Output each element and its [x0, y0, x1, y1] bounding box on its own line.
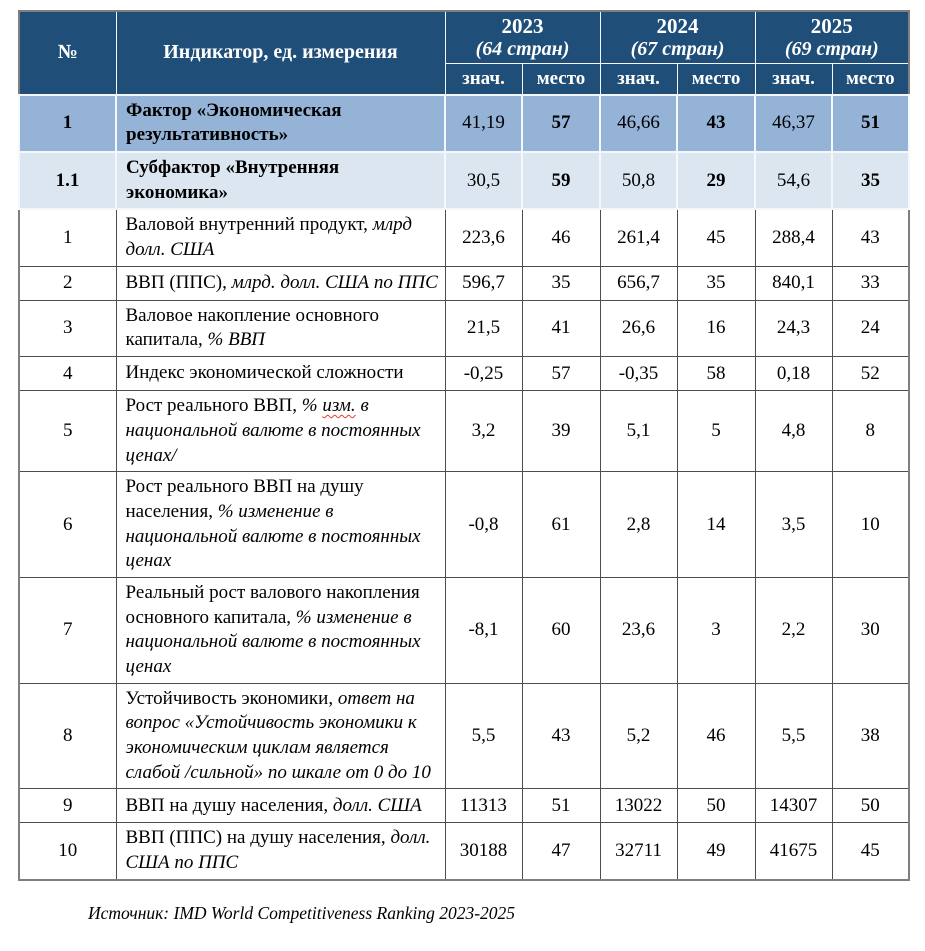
- indicator-label-text: Субфактор «Внутренняя экономика»: [126, 157, 340, 203]
- rank-cell-2024: 35: [677, 266, 755, 300]
- value-cell-2023: 223,6: [445, 209, 522, 266]
- table-row-subfactor: [19, 152, 909, 209]
- indicator-unit-text: млрд. долл. США по ППС: [231, 271, 438, 293]
- value-cell-2023: 596,7: [445, 266, 522, 300]
- value-cell-2023: 41,19: [445, 95, 522, 152]
- table-header: [19, 11, 909, 95]
- value-cell-2024: 23,6: [600, 577, 677, 683]
- table-row-indicator-1: [19, 209, 909, 266]
- year-label: 2023: [501, 14, 544, 38]
- indicator-label-text: Фактор «Экономическая результативность»: [126, 99, 342, 146]
- subheader-value-2025: знач.: [755, 64, 832, 95]
- rank-cell-2023: 57: [522, 95, 600, 152]
- value-cell-2023: 30188: [445, 823, 522, 880]
- rank-cell-2025: 35: [832, 152, 909, 209]
- column-header-year-2025: [755, 11, 909, 64]
- rank-cell-2023: 41: [522, 300, 600, 356]
- indicator-label-cell: [116, 357, 445, 391]
- table-row-indicator-2: [19, 266, 909, 300]
- value-cell-2025: 46,37: [755, 95, 832, 152]
- row-number-cell: 9: [19, 789, 116, 823]
- value-cell-2024: 26,6: [600, 300, 677, 356]
- table-row-indicator-5: [19, 391, 909, 472]
- indicator-unit-text: % изменение в национальной валюте в постоянных ценах: [125, 500, 421, 572]
- table-row-indicator-3: [19, 300, 909, 356]
- row-number-cell: 8: [19, 683, 116, 789]
- rank-cell-2025: 8: [832, 391, 909, 472]
- subheader-rank-2025: место: [832, 64, 909, 95]
- indicator-label-cell: [116, 577, 445, 683]
- value-cell-2025: 288,4: [755, 209, 832, 266]
- rank-cell-2024: 29: [677, 152, 755, 209]
- rank-cell-2025: 24: [832, 300, 909, 356]
- rank-cell-2023: 35: [522, 266, 600, 300]
- indicator-label-text: Рост реального ВВП на душу населения,: [125, 476, 364, 522]
- rank-cell-2024: 50: [677, 789, 755, 823]
- value-cell-2025: 0,18: [755, 357, 832, 391]
- indicator-label-text: Устойчивость экономики,: [125, 687, 338, 709]
- value-cell-2024: 5,1: [600, 391, 677, 472]
- value-cell-2023: -8,1: [445, 577, 522, 683]
- rank-cell-2025: 52: [832, 357, 909, 391]
- rank-cell-2023: 60: [522, 577, 600, 683]
- value-cell-2023: 5,5: [445, 683, 522, 789]
- value-cell-2025: 54,6: [755, 152, 832, 209]
- indicator-unit-text: %: [301, 395, 323, 417]
- indicator-label-text: Индекс экономической сложности: [125, 362, 404, 384]
- year-label: 2024: [656, 14, 699, 38]
- indicator-label-text: ВВП на душу населения,: [125, 794, 333, 816]
- countries-label: (64 стран): [475, 38, 570, 61]
- row-number-cell: 3: [19, 300, 116, 356]
- table-row-indicator-6: [19, 472, 909, 578]
- subheader-rank-2023: место: [522, 64, 600, 95]
- value-cell-2023: -0,25: [445, 357, 522, 391]
- rank-cell-2023: 39: [522, 391, 600, 472]
- indicator-unit-text: ответ на вопрос «Устойчивость экономики к экономическим циклам является слабой /сильной» по шкале от 0 до 10: [125, 687, 431, 783]
- value-cell-2023: 11313: [445, 789, 522, 823]
- rank-cell-2024: 49: [677, 823, 755, 880]
- indicator-label-text: Рост реального ВВП,: [125, 395, 302, 417]
- countries-label: (69 стран): [784, 38, 879, 61]
- indicator-unit-text: долл. США: [332, 794, 422, 816]
- rank-cell-2024: 45: [677, 209, 755, 266]
- rank-cell-2025: 30: [832, 577, 909, 683]
- row-number-cell: 1: [19, 95, 116, 152]
- year-label: 2025: [810, 14, 853, 38]
- value-cell-2023: 30,5: [445, 152, 522, 209]
- rank-cell-2024: 58: [677, 357, 755, 391]
- value-cell-2024: 50,8: [600, 152, 677, 209]
- value-cell-2025: 2,2: [755, 577, 832, 683]
- indicator-unit-text: млрд долл. США: [125, 214, 412, 261]
- value-cell-2025: 840,1: [755, 266, 832, 300]
- column-header-year-2023: [445, 11, 600, 64]
- indicator-label-cell: [116, 823, 445, 880]
- indicator-label-cell: [116, 300, 445, 356]
- rank-cell-2023: 47: [522, 823, 600, 880]
- rank-cell-2025: 38: [832, 683, 909, 789]
- row-number-cell: 7: [19, 577, 116, 683]
- row-number-cell: 1.1: [19, 152, 116, 209]
- rank-cell-2023: 59: [522, 152, 600, 209]
- value-cell-2024: 13022: [600, 789, 677, 823]
- row-number-cell: 1: [19, 209, 116, 266]
- table-row-indicator-8: [19, 683, 909, 789]
- indicator-label-text: Валовое накопление основного капитала,: [125, 304, 380, 351]
- value-cell-2024: -0,35: [600, 357, 677, 391]
- column-header-indicator: Индикатор, ед. измерения: [116, 11, 445, 95]
- row-number-cell: 10: [19, 823, 116, 880]
- rank-cell-2025: 50: [832, 789, 909, 823]
- indicator-label-text: Валовой внутренний продукт,: [125, 214, 373, 236]
- row-number-cell: 5: [19, 391, 116, 472]
- rank-cell-2023: 46: [522, 209, 600, 266]
- source-note: Источник: IMD World Competitiveness Ranking 2023-2025: [88, 902, 516, 923]
- rank-cell-2024: 14: [677, 472, 755, 578]
- row-number-cell: 2: [19, 266, 116, 300]
- indicator-label-text: ВВП (ППС) на душу населения,: [125, 827, 391, 849]
- value-cell-2024: 46,66: [600, 95, 677, 152]
- indicator-label-cell: [116, 789, 445, 823]
- indicator-label-text: ВВП (ППС),: [125, 271, 232, 293]
- competitiveness-table: [18, 10, 910, 881]
- indicator-label-cell: [116, 683, 445, 789]
- indicator-unit-text: % изменение в национальной валюте в постоянных ценах: [125, 606, 421, 678]
- rank-cell-2024: 16: [677, 300, 755, 356]
- indicator-label-cell: [116, 266, 445, 300]
- spellchecked-word: изм.: [322, 395, 356, 417]
- value-cell-2023: 3,2: [445, 391, 522, 472]
- indicator-label-cell: [116, 391, 445, 472]
- table-row-indicator-9: [19, 789, 909, 823]
- rank-cell-2025: 43: [832, 209, 909, 266]
- rank-cell-2025: 33: [832, 266, 909, 300]
- indicator-label-cell: [116, 95, 445, 152]
- indicator-unit-text: долл. США по ППС: [125, 827, 431, 874]
- row-number-cell: 6: [19, 472, 116, 578]
- table-row-indicator-10: [19, 823, 909, 880]
- value-cell-2025: 4,8: [755, 391, 832, 472]
- value-cell-2025: 41675: [755, 823, 832, 880]
- row-number-cell: 4: [19, 357, 116, 391]
- column-header-year-2024: [600, 11, 755, 64]
- value-cell-2025: 14307: [755, 789, 832, 823]
- value-cell-2024: 32711: [600, 823, 677, 880]
- value-cell-2024: 261,4: [600, 209, 677, 266]
- value-cell-2025: 3,5: [755, 472, 832, 578]
- value-cell-2025: 24,3: [755, 300, 832, 356]
- rank-cell-2024: 46: [677, 683, 755, 789]
- rank-cell-2023: 51: [522, 789, 600, 823]
- indicator-label-cell: [116, 472, 445, 578]
- subheader-rank-2024: место: [677, 64, 755, 95]
- rank-cell-2024: 3: [677, 577, 755, 683]
- column-header-number: №: [19, 11, 116, 95]
- rank-cell-2023: 57: [522, 357, 600, 391]
- value-cell-2023: 21,5: [445, 300, 522, 356]
- rank-cell-2023: 43: [522, 683, 600, 789]
- rank-cell-2024: 5: [677, 391, 755, 472]
- subheader-value-2023: знач.: [445, 64, 522, 95]
- subheader-value-2024: знач.: [600, 64, 677, 95]
- table-body: [19, 95, 909, 880]
- countries-label: (67 стран): [630, 38, 725, 61]
- value-cell-2023: -0,8: [445, 472, 522, 578]
- indicator-label-text: Реальный рост валового накопления основного капитала,: [125, 581, 420, 628]
- rank-cell-2025: 10: [832, 472, 909, 578]
- indicator-unit-text: % ВВП: [207, 329, 266, 351]
- indicator-unit-text: в национальной валюте в постоянных ценах/: [125, 395, 421, 466]
- value-cell-2024: 5,2: [600, 683, 677, 789]
- rank-cell-2023: 61: [522, 472, 600, 578]
- indicator-label-cell: [116, 152, 445, 209]
- indicator-label-cell: [116, 209, 445, 266]
- value-cell-2024: 2,8: [600, 472, 677, 578]
- table-row-factor: [19, 95, 909, 152]
- table-row-indicator-4: [19, 357, 909, 391]
- value-cell-2025: 5,5: [755, 683, 832, 789]
- rank-cell-2025: 51: [832, 95, 909, 152]
- rank-cell-2024: 43: [677, 95, 755, 152]
- value-cell-2024: 656,7: [600, 266, 677, 300]
- table-row-indicator-7: [19, 577, 909, 683]
- rank-cell-2025: 45: [832, 823, 909, 880]
